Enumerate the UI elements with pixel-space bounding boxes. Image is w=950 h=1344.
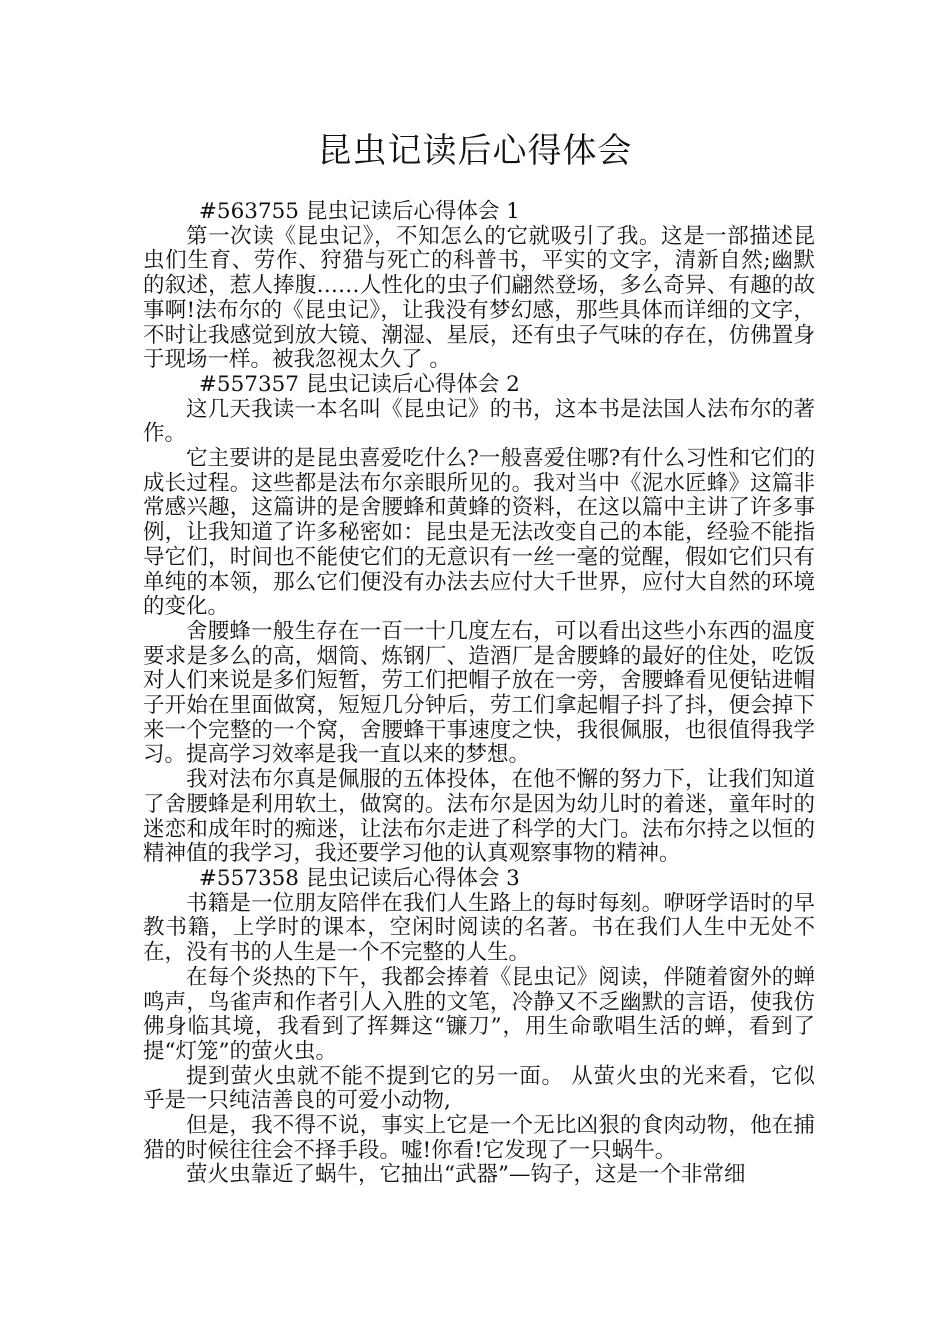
paragraph: 书籍是一位朋友陪伴在我们人生路上的每时每刻。咿呀学语时的早教书籍，上学时的课本，空闲时阅读的名著。书在我们人生中无处不在，没有书的人生是一个不完整的人生。 <box>143 890 815 966</box>
paragraph: 提到萤火虫就不能不提到它的另一面。 从萤火虫的光来看，它似乎是一只纯洁善良的可爱小动物, <box>143 1063 815 1114</box>
section-heading: #557358 昆虫记读后心得体会 3 <box>198 865 520 891</box>
section-heading: #557357 昆虫记读后心得体会 2 <box>198 371 520 397</box>
section-heading: #563755 昆虫记读后心得体会 1 <box>198 199 520 224</box>
paragraph: 它主要讲的是昆虫喜爱吃什么?一般喜爱住哪?有什么习性和它们的成长过程。这些都是法布尔亲眼所见的。我对当中《泥水匠蜂》这篇非常感兴趣，这篇讲的是舍腰蜂和黄蜂的资料，在这以篇中主讲了许多事例，让我知道了许多秘密如：昆虫是无法改变自己的本能，经验不能指导它们，时间也不能使它们的无意识有一丝一毫的觉醒，假如它们只有单纯的本领，那么它们便没有办法去应付大千世界，应付大自然的环境的变化。 <box>143 446 815 620</box>
paragraph: 第一次读《昆虫记》，不知怎么的它就吸引了我。这是一部描述昆虫们生育、劳作、狩猎与死亡的科普书，平实的文字，清新自然;幽默的叙述，惹人捧腹……人性化的虫子们翩然登场，多么奇异、有趣的故事啊!法布尔的《昆虫记》，让我没有梦幻感，那些具体而详细的文字，不时让我感觉到放大镜、潮湿、星辰，还有虫子气味的存在，仿佛置身于现场一样。被我忽视太久了 。 <box>143 223 815 373</box>
paragraph: 但是，我不得不说，事实上它是一个无比凶狠的食肉动物，他在捕猎的时候往往会不择手段。嘘!你看!它发现了一只蜗牛。 <box>143 1113 815 1163</box>
paragraph: 在每个炎热的下午，我都会捧着《昆虫记》阅读，伴随着窗外的蝉鸣声，鸟雀声和作者引人入胜的文笔，冷静又不乏幽默的言语，使我仿佛身临其境，我看到了挥舞这“镰刀”，用生命歌唱生活的蝉，看到了提“灯笼”的萤火虫。 <box>143 964 815 1064</box>
paragraph: 萤火虫靠近了蜗牛，它抽出“武器”—钩子，这是一个非常细 <box>186 1162 746 1188</box>
paragraph: 舍腰蜂一般生存在一百一十几度左右，可以看出这些小东西的温度要求是多么的高，烟筒、炼钢厂、造酒厂是舍腰蜂的最好的住处，吃饭对人们来说是多们短暂，劳工们把帽子放在一旁，舍腰蜂看见便钻进帽子开始在里面做窝，短短几分钟后，劳工们拿起帽子抖了抖，便会掉下来一个完整的一个窝，舍腰蜂干事速度之快，我很佩服，也很值得我学习。提高学习效率是我一直以来的梦想。 <box>143 618 815 768</box>
document-body <box>143 200 815 1188</box>
document-title: 昆虫记读后心得体会 <box>317 131 633 171</box>
paragraph: 我对法布尔真是佩服的五体投体，在他不懈的努力下，让我们知道了舍腰蜂是利用软土，做窝的。法布尔是因为幼儿时的着迷，童年时的迷恋和成年时的痴迷，让法布尔走进了科学的大门。法布尔持之以恒的精神值的我学习，我还要学习他的认真观察事物的精神。 <box>143 767 815 867</box>
paragraph: 这几天我读一本名叫《昆虫记》的书，这本书是法国人法布尔的著作。 <box>143 396 815 447</box>
